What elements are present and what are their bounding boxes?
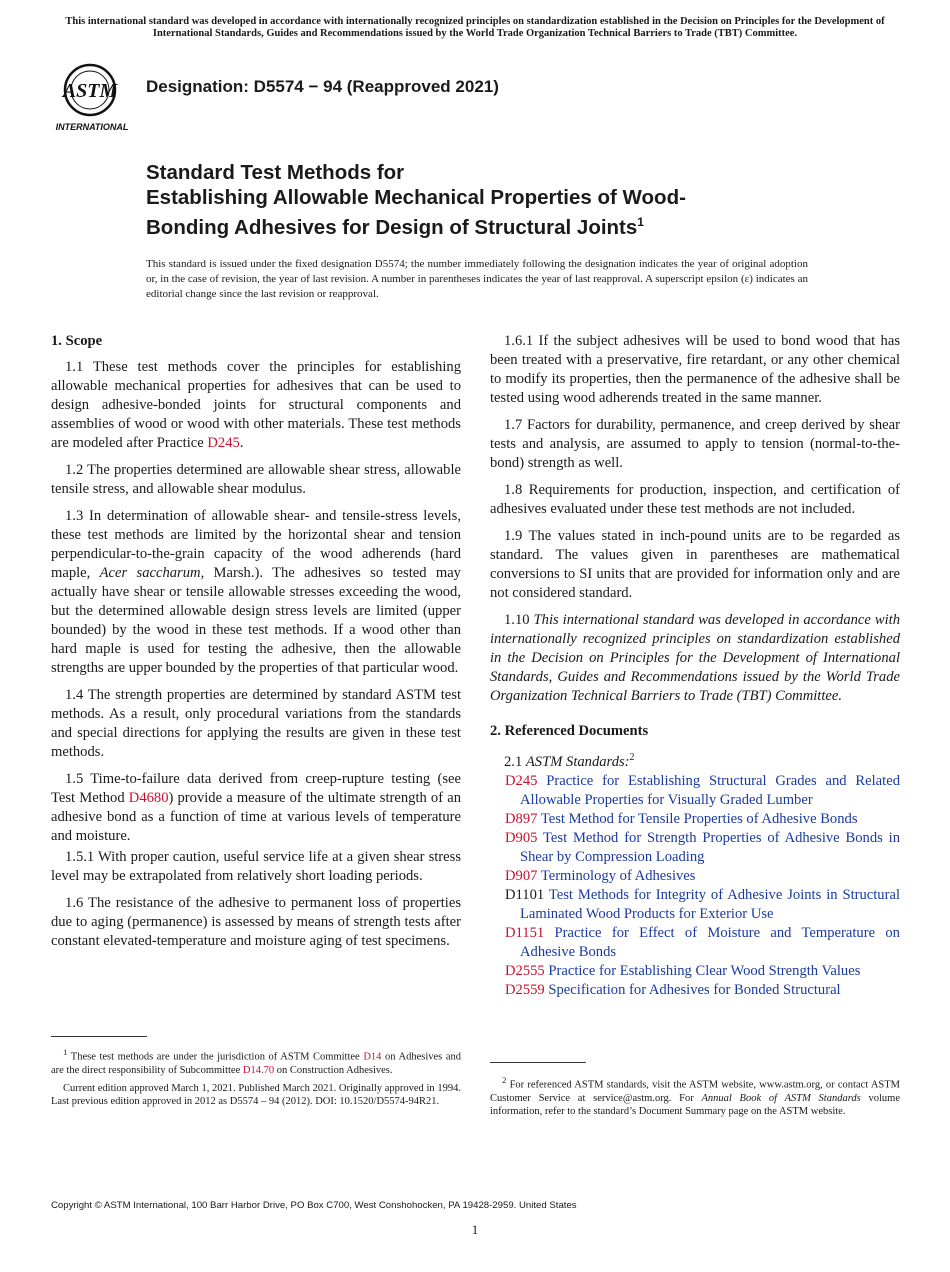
para-1-5-1: 1.5.1 With proper caution, useful service life at a given shear stress level may be extrapolated from relatively short loading periods. — [51, 849, 461, 884]
ref-code[interactable]: D897 — [505, 810, 538, 827]
ref-code[interactable]: D2559 — [505, 981, 545, 998]
link-d14-70[interactable]: D14.70 — [242, 1064, 275, 1076]
para-1-2: 1.2 The properties determined are allowable shear stress, allowable tensile stress, and allowable shear modulus. — [51, 462, 461, 497]
para-1-9: 1.9 The values stated in inch-pound units are to be regarded as standard. The values given in parentheses are mathematical conversions to SI units that are provided for information only and are not considered standard. — [490, 528, 900, 601]
document-title — [146, 160, 786, 240]
footnote-divider — [51, 1036, 147, 1037]
title-line-2: Establishing Allowable Mechanical Properties of Wood- — [146, 186, 686, 209]
logo-letters: ASTM — [62, 80, 118, 102]
referenced-standards-list — [490, 772, 900, 1000]
link-d4680[interactable]: D4680 — [128, 790, 169, 806]
list-item[interactable]: D2559 Specification for Adhesives for Bonded Structural — [505, 981, 841, 998]
list-item[interactable]: D897 Test Method for Tensile Properties of Adhesive Bonds — [505, 810, 858, 827]
scope-heading: 1. Scope — [51, 333, 103, 349]
left-column — [51, 332, 461, 959]
ref-code: D1101 — [505, 886, 545, 903]
para-1-3: 1.3 In determination of allowable shear- and tensile-stress levels, these test methods are limited by the horizontal shear and tension perpendicular-to-the-grain capacity of the wood adherends (hard maple, Acer saccharum, Marsh.). The adhesives so tested may actually have shear or tensile allowable stresses exceeding the wood, but the determined allowable design stress levels are limited (upper bounded) by the wood in these test methods. If a wood other than hard maple is used for testing the adhesive, then the allowable strengths are upper bounded by the properties of that particular wood. — [51, 508, 461, 676]
list-item[interactable]: D1151 Practice for Effect of Moisture and Temperature on Adhesive Bonds — [505, 924, 900, 960]
para-1-8: 1.8 Requirements for production, inspection, and certification of adhesives evaluated under these test methods are not included. — [490, 482, 900, 517]
para-1-7: 1.7 Factors for durability, permanence, and creep derived by shear tests and analysis, are assumed to apply to tension (normal-to-the-bond) strength as well. — [490, 417, 900, 471]
ref-code[interactable]: D1151 — [505, 924, 545, 941]
logo-caption: INTERNATIONAL — [55, 122, 129, 132]
ref-code[interactable]: D245 — [505, 772, 538, 789]
tbt-notice: This international standard was developed in accordance with internationally recognized principles on standardization established in the Decision on Principles for the Development of International Standards, Guides and Recommendations issued by the World Trade Organization Technical Barriers to Trade (TBT) Committee. — [65, 16, 885, 39]
referenced-documents-heading: 2. Referenced Documents — [490, 723, 649, 739]
para-1-6-1: 1.6.1 If the subject adhesives will be used to bond wood that has been treated with a preservative, fire retardant, or any other chemical to modify its properties, then the permanence of the adhesive shall be tested using wood adherends treated in the same manner. — [490, 333, 900, 406]
link-d14[interactable]: D14 — [363, 1051, 382, 1063]
footnote-divider — [490, 1062, 586, 1063]
standard-intro: This standard is issued under the fixed designation D5574; the number immediately following the designation indicates the year of original adoption or, in the case of revision, the year of last revision. A number in parentheses indicates the year of last reapproval. A superscript epsilon (ε) indicates an editorial change since the last revision or reapproval. — [146, 258, 808, 300]
right-column — [490, 332, 900, 1000]
para-1-5: 1.5 Time-to-failure data derived from creep-rupture testing (see Test Method D4680) provide a measure of the ultimate strength of an adhesive bond as a function of time at various levels of temperature and moisture. — [51, 771, 461, 844]
footnote-1: $^1$ These test methods are under the jurisdiction of ASTM Committee D14 on Adhesives and are the direct responsibility of Subcommittee D14.70 on Construction Adhesives. Current edition approved March 1, 2021. Published March 2021. Originally approved in 1994. Last previous edition approved in 2012 as D5574 – 94 (2012). DOI: 10.1520/D5574-94R21. — [51, 1047, 462, 1107]
para-1-1: 1.1 These test methods cover the principles for establishing allowable mechanical properties for adhesives that can be used to design adhesive-bonded joints for structural components and assemblies of wood or wood with other materials. These test methods are modeled after Practice D245. — [51, 359, 461, 451]
footnote-2: $^2$ For referenced ASTM standards, visit the ASTM website, www.astm.org, or contact ASTM Customer Service at service@astm.org. For Annual Book of ASTM Standards volume information, refer to the standard’s Document Summary page on the ASTM website. — [490, 1075, 900, 1117]
list-item[interactable]: D1101 Test Methods for Integrity of Adhesive Joints in Structural Laminated Wood Products for Exterior Use — [505, 886, 900, 922]
ref-code[interactable]: D907 — [505, 867, 538, 884]
footnote-1-edition: Current edition approved March 1, 2021. Published March 2021. Originally approved in 1994. Last previous edition approved in 2012 as D5574 – 94 (2012). DOI: 10.1520/D5574-94R21. — [51, 1082, 461, 1107]
copyright-notice: Copyright © ASTM International, 100 Barr Harbor Drive, PO Box C700, West Conshohocken, PA 19428-2959. United States — [51, 1200, 577, 1211]
astm-international-logo — [52, 56, 136, 134]
link-d245[interactable]: D245 — [207, 435, 240, 451]
list-item[interactable]: D907 Terminology of Adhesives — [505, 867, 696, 884]
list-item[interactable]: D245 Practice for Establishing Structural Grades and Related Allowable Properties for Visually Graded Lumber — [505, 772, 900, 808]
ref-code[interactable]: D2555 — [505, 962, 545, 979]
list-item[interactable]: D2555 Practice for Establishing Clear Wood Strength Values — [505, 962, 861, 979]
para-1-6: 1.6 The resistance of the adhesive to permanent loss of properties due to aging (permanence) is assessed by means of strength tests after constant elevated-temperature and moisture aging of test specimens. — [51, 895, 461, 949]
para-1-4: 1.4 The strength properties are determined by standard ASTM test methods. As a result, only procedural variations from the standards and special directions for applying the results are given in these test methods. — [51, 687, 461, 760]
designation: Designation: D5574 − 94 (Reapproved 2021) — [146, 77, 499, 96]
astm-standards-subheading: 2.1 ASTM Standards:$^2$ — [504, 752, 635, 770]
list-item[interactable]: D905 Test Method for Strength Properties of Adhesive Bonds in Shear by Compression Loading — [505, 829, 900, 865]
ref-code[interactable]: D905 — [505, 829, 538, 846]
title-line-1: Standard Test Methods for — [146, 161, 405, 184]
para-1-10: 1.10 This international standard was developed in accordance with internationally recognized principles on standardization established in the Decision on Principles for the Development of International Standards, Guides and Recommendations issued by the World Trade Organization Technical Barriers to Trade (TBT) Committee. — [490, 612, 901, 704]
title-line-3: Bonding Adhesives for Design of Structural Joints$^1$ — [146, 215, 644, 239]
page-number: 1 — [471, 1222, 479, 1237]
title-footnote-mark: 1 — [637, 215, 644, 229]
